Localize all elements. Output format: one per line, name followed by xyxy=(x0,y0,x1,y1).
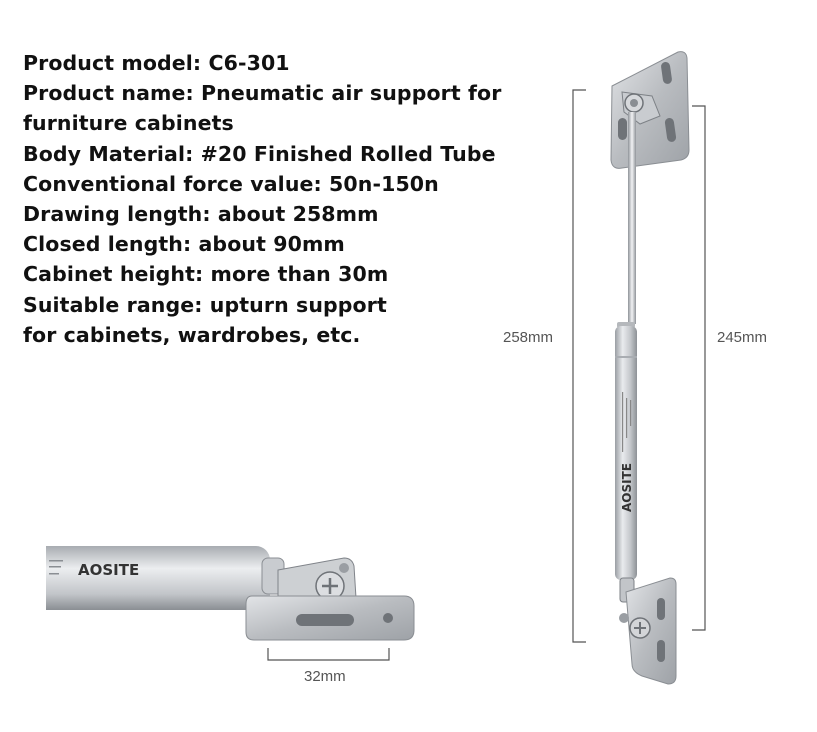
vertical-brand-label: AOSITE xyxy=(620,463,634,512)
horizontal-base-plate xyxy=(246,596,414,640)
top-mounting-bracket xyxy=(611,52,689,169)
spec-model: Product model: C6-301 xyxy=(23,51,290,75)
bottom-mounting-bracket xyxy=(619,578,676,684)
dimension-245 xyxy=(692,106,705,630)
spec-name: Product name: Pneumatic air support for xyxy=(23,81,502,106)
horizontal-brand-label: AOSITE xyxy=(78,561,140,579)
gas-strut-vertical xyxy=(611,52,689,684)
cylinder-body xyxy=(615,322,637,580)
spec-closed-length: Closed length: about 90mm xyxy=(23,232,345,257)
length-258-label: 258mm xyxy=(503,329,554,346)
spec-force: Conventional force value: 50n-150n xyxy=(23,171,439,196)
spec-range: Suitable range: upturn support xyxy=(23,292,387,317)
length-245-label: 245mm xyxy=(717,329,768,346)
spec-name-cont: furniture cabinets xyxy=(23,111,234,136)
spec-drawing-length: Drawing length: about 258mm xyxy=(23,202,379,227)
spec-range-cont: for cabinets, wardrobes, etc. xyxy=(23,322,361,347)
piston-rod xyxy=(628,112,636,324)
gas-strut-horizontal xyxy=(46,546,414,640)
bracket-width-label: 32mm xyxy=(304,668,346,685)
dimension-258 xyxy=(573,90,586,642)
spec-cabinet-height: Cabinet height: more than 30m xyxy=(23,262,389,287)
spec-material: Body Material: #20 Finished Rolled Tube xyxy=(23,141,496,166)
dimension-32 xyxy=(268,648,389,660)
